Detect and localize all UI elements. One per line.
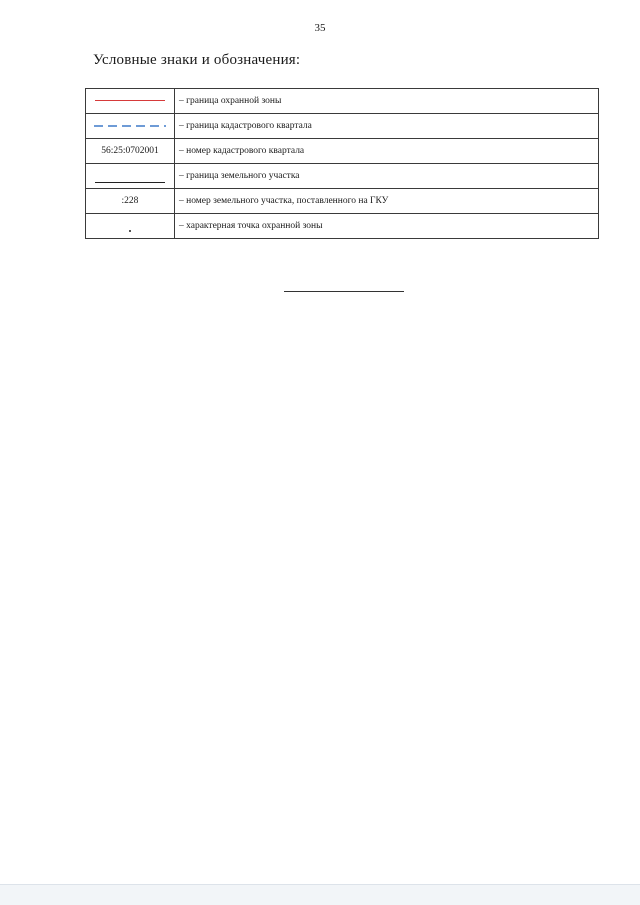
land-plot-number-sample: :228 (86, 189, 175, 214)
legend-description: – номер земельного участка, поставленного на ГКУ (175, 189, 599, 214)
legend-symbol-cell (86, 164, 175, 189)
legend-symbol-cell (86, 214, 175, 239)
cadastral-quarter-number-sample: 56:25:0702001 (86, 139, 175, 164)
cadastral-quarter-boundary-symbol (94, 125, 166, 127)
protection-zone-boundary-symbol (95, 100, 165, 101)
legend-description: – граница земельного участка (175, 164, 599, 189)
legend-description: – граница охранной зоны (175, 89, 599, 114)
legend-row (86, 189, 599, 214)
legend-description: – номер кадастрового квартала (175, 139, 599, 164)
scan-edge (0, 884, 640, 905)
legend-description: – граница кадастрового квартала (175, 114, 599, 139)
legend-title: Условные знаки и обозначения: (93, 52, 301, 68)
legend-row (86, 164, 599, 189)
closing-rule (284, 291, 404, 292)
legend-description: – характерная точка охранной зоны (175, 214, 599, 239)
legend-row (86, 139, 599, 164)
legend-row (86, 89, 599, 114)
legend-symbol-cell (86, 89, 175, 114)
land-plot-boundary-symbol (95, 182, 165, 183)
characteristic-point-symbol (129, 230, 131, 232)
legend-row (86, 214, 599, 239)
page-number: 35 (314, 22, 326, 34)
legend-row (86, 114, 599, 139)
legend-symbol-cell (86, 114, 175, 139)
legend-table (85, 88, 599, 239)
